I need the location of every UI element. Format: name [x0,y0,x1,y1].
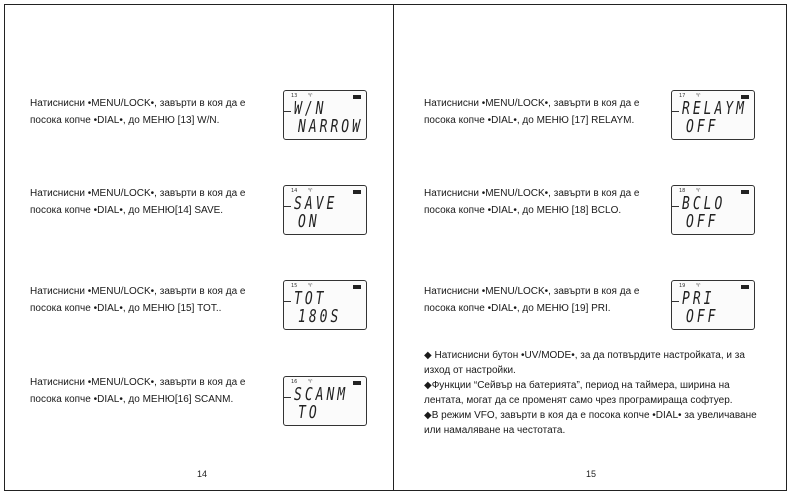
instruction-w-n [30,95,270,129]
page-divider [393,4,394,491]
instruction-line: Натиснисни •MENU/LOCK•, завърти в коя да е [30,377,246,388]
page-number-right: 15 [586,469,597,479]
instruction-line: посока копче •DIAL•, до МЕНЮ [18] BCLO. [424,205,622,216]
lcd-display-pri [671,280,755,330]
instruction-line: посока копче •DIAL•, до МЕНЮ [15] TOT.. [30,303,222,314]
lcd-notch [283,111,291,112]
instruction-line: посока копче •DIAL•, до МЕНЮ [17] RELAYM. [424,115,635,126]
lcd-display-relaym [671,90,755,140]
channel-number: 14 [291,188,298,194]
battery-icon [353,381,361,385]
instruction-line: Натиснисни •MENU/LOCK•, завърти в коя да е [424,98,640,109]
battery-icon [741,285,749,289]
instruction-line: Натиснисни •MENU/LOCK•, завърти в коя да е [424,188,640,199]
battery-icon [741,190,749,194]
lcd-line-1: SAVE [294,194,338,215]
battery-icon [353,285,361,289]
antenna-icon: ♈ [696,93,701,99]
instruction-line: посока копче •DIAL•, до МЕНЮ[16] SCANM. [30,394,234,405]
channel-number: 18 [679,188,686,194]
lcd-notch [671,111,679,112]
lcd-line-2: NARROW [298,117,363,138]
lcd-display-bclo [671,185,755,235]
antenna-icon: ♈ [308,93,313,99]
instruction-line: Натиснисни •MENU/LOCK•, завърти в коя да е [30,98,246,109]
lcd-line-1: RELAYM [682,99,747,120]
instruction-pri [424,283,664,317]
lcd-display-save [283,185,367,235]
instruction-scanm [30,374,270,408]
instruction-line: Натиснисни •MENU/LOCK•, завърти в коя да е [30,188,246,199]
antenna-icon: ♈ [308,283,313,289]
instruction-line: посока копче •DIAL•, до МЕНЮ [13] W/N. [30,115,220,126]
note-functions: ◆Функции “Сейвър на батерията”, период на таймера, ширина на лентата, могат да се променят само чрез програмираща софтуер. [424,380,733,406]
lcd-display-tot [283,280,367,330]
lcd-line-2: OFF [686,307,719,328]
lcd-line-2: TO [298,403,320,424]
note-confirm: ◆ Натиснисни бутон •UV/MODE•, за да потвърдите настройката, и за изход от настройки. [424,350,745,376]
lcd-line-1: SCANM [294,385,349,406]
instruction-line: Натиснисни •MENU/LOCK•, завърти в коя да е [30,286,246,297]
notes-block [424,348,764,438]
battery-icon [353,190,361,194]
instruction-relaym [424,95,664,129]
lcd-line-2: OFF [686,212,719,233]
lcd-line-1: TOT [294,289,327,310]
lcd-display-scanm [283,376,367,426]
antenna-icon: ♈ [308,188,313,194]
instruction-line: Натиснисни •MENU/LOCK•, завърти в коя да е [424,286,640,297]
lcd-display-w-n [283,90,367,140]
lcd-line-2: OFF [686,117,719,138]
lcd-line-1: W/N [294,99,327,120]
lcd-notch [671,206,679,207]
page-number-left: 14 [197,469,208,479]
lcd-notch [283,206,291,207]
lcd-line-1: BCLO [682,194,726,215]
channel-number: 17 [679,93,686,99]
antenna-icon: ♈ [308,379,313,385]
lcd-line-1: PRI [682,289,715,310]
lcd-line-2: 180S [298,307,342,328]
instruction-line: посока копче •DIAL•, до МЕНЮ [19] PRI. [424,303,611,314]
instruction-bclo [424,185,664,219]
channel-number: 13 [291,93,298,99]
antenna-icon: ♈ [696,283,701,289]
lcd-notch [671,301,679,302]
lcd-notch [283,301,291,302]
battery-icon [353,95,361,99]
channel-number: 15 [291,283,298,289]
lcd-line-2: ON [298,212,320,233]
instruction-tot [30,283,270,317]
channel-number: 16 [291,379,298,385]
lcd-notch [283,397,291,398]
antenna-icon: ♈ [696,188,701,194]
note-vfo: ◆В режим VFO, завърти в коя да е посока копче •DIAL• за увеличаване или намаляване на честотата. [424,410,757,436]
channel-number: 19 [679,283,686,289]
instruction-line: посока копче •DIAL•, до МЕНЮ[14] SAVE. [30,205,224,216]
instruction-save [30,185,270,219]
